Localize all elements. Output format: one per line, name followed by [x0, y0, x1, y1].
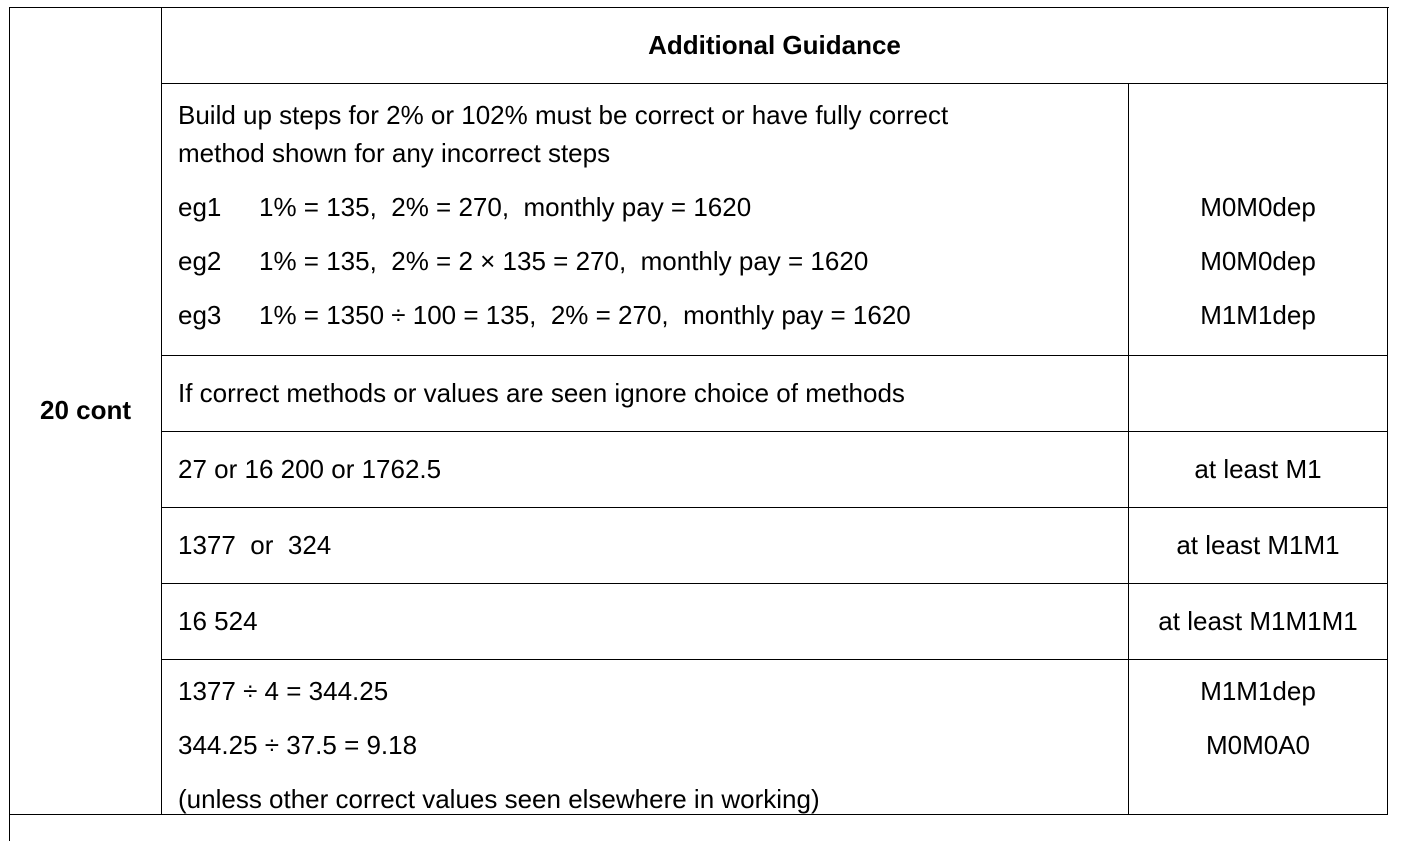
guidance-row-mark: at least M1M1: [1129, 508, 1388, 584]
build-up-marks: [1129, 84, 1388, 356]
example-label: eg1: [178, 192, 222, 222]
build-up-intro-line-2: method shown for any incorrect steps: [178, 138, 611, 168]
final-marks: [1129, 660, 1388, 815]
final-guidance: [162, 660, 1129, 815]
example-3-mark: M1M1dep: [1200, 300, 1316, 330]
final-mark-2: M0M0A0: [1205, 730, 1311, 760]
example-label: eg3: [178, 300, 222, 330]
example-2-mark: M0M0dep: [1200, 246, 1316, 276]
guidance-row-mark: at least M1M1M1: [1129, 584, 1388, 660]
example-3: [178, 300, 911, 331]
guidance-row-mark: [1129, 356, 1388, 432]
example-text: 1% = 1350 ÷ 100 = 135, 2% = 270, monthly pay = 1620: [259, 300, 911, 330]
example-text: 1% = 135, 2% = 2 × 135 = 270, monthly pay = 1620: [259, 246, 869, 276]
example-text: 1% = 135, 2% = 270, monthly pay = 1620: [259, 192, 752, 222]
guidance-row-text: 16 524: [162, 584, 1129, 660]
final-line-3: (unless other correct values seen elsewhere in working): [178, 784, 820, 814]
final-mark-1: M1M1dep: [1200, 676, 1316, 706]
table-header: Additional Guidance: [162, 8, 1388, 84]
example-1: [178, 192, 751, 223]
build-up-intro-line-1: Build up steps for 2% or 102% must be correct or have fully correct: [178, 100, 949, 130]
example-1-mark: M0M0dep: [1200, 192, 1316, 222]
build-up-guidance: [162, 84, 1129, 356]
guidance-row-text: If correct methods or values are seen ignore choice of methods: [162, 356, 1129, 432]
example-2: [178, 246, 868, 277]
final-line-1: 1377 ÷ 4 = 344.25: [178, 676, 389, 706]
question-number: 20 cont: [10, 8, 162, 815]
guidance-row-text: 27 or 16 200 or 1762.5: [162, 432, 1129, 508]
final-line-2: 344.25 ÷ 37.5 = 9.18: [178, 730, 418, 760]
guidance-table: [9, 7, 1389, 841]
example-label: eg2: [178, 246, 222, 276]
guidance-row-text: 1377 or 324: [162, 508, 1129, 584]
guidance-row-mark: at least M1: [1129, 432, 1388, 508]
